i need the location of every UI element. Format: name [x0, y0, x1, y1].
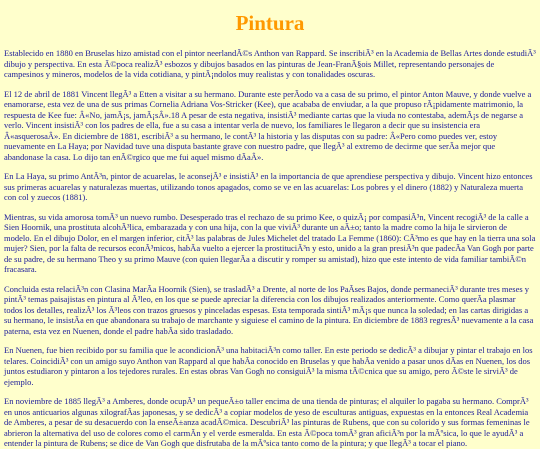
paragraph-sien: Mientras, su vida amorosa tomÃ³ un nuevo rumbo. Desesperado tras el rechazo de su primo Kee, o quizÃ¡ por compasiÃ³n, Vincent recogiÃ³ de la calle a Sien Hoornik, una prostituta alcohÃ³lica, embarazada y con una hija, con la que viviÃ³ durante un aÃ±o; tanto la madre como la hija le sirvieron de modelo. En el dibujo Dolor, en el margen inferior, citÃ³ las palabras de Jules Michelet del tratado La Femme (1860): CÃ³mo es que hay en la tierra una sola mujer? Sien, por la falta de recursos econÃ³micos, habÃa vuelto a ejercer la prostituciÃ³n y esto, unido a la gran presiÃ³n que padecÃa Van Gogh por parte de su padre, de su hermano Theo y su primo Mauve (con quien llegarÃa a discutir y romper su amistad), hizo que este intento de vida familiar tambiÃ©n fracasara.: [4, 211, 536, 274]
paragraph-amberes: En noviembre de 1885 llegÃ³ a Amberes, donde ocupÃ³ un pequeÃ±o taller encima de una tienda de pinturas; el alquiler lo pagaba su hermano. ComprÃ³ en unos anticuarios algunas xilografÃas japonesas, y se dedicÃ³ a copiar modelos de yeso de esculturas antiguas, expuestas en la entonces Real Academia de Amberes, a pesar de su desacuerdo con la enseÃ±anza acadÃ©mica. DescubriÃ³ las pinturas de Rubens, que con su colorido y sus formas femeninas le abrieron la alternativa del uso de colores como el carmÃn y el verde esmeralda. En esta Ã©poca tomÃ³ gran aficiÃ³n por la mÃºsica, lo que le ayudÃ³ a entender la pintura de Rubens; se dice de Van Gogh que disfrutaba de la mÃºsica tanto como de la pintura; y que llegÃ³ a tocar el piano.: [4, 396, 530, 448]
paragraph-etten: El 12 de abril de 1881 Vincent llegÃ³ a Etten a visitar a su hermano. Durante este perÃodo va a casa de su primo, el pintor Anton Mauve, y donde vuelve a enamorarse, esta vez de una de sus primas Cornelia Adriana Vos-Stricker (Kee), que acababa de enviudar, a la que propuso rÃ¡pidamente matrimonio, la respuesta de Kee fue: Â«No, jamÃ¡s, jamÃ¡sÂ».18 A pesar de esta negativa, insistiÃ³ mediante cartas que la viuda no contestaba, ademÃ¡s de negarse a verlo. Vincent insistiÃ³ con los padres de ella, fue a su casa a intentar verla de nuevo, los familiares le llegaron a decir que su insistencia era Â«asquerosaÂ». En diciembre de 1881, escribiÃ³ a su hermano, le contÃ³ la historia y las disputas con su padre: Â«Pero como puedes ver, estoy nuevamente en La Haya; por Navidad tuve una disputa bastante grave con nuestro padre, que llegÃ³ al extremo de decirme que serÃa mejor que abandonase la casa. Lo dijo tan enÃ©rgico que me fui aquel mismo dÃaÂ».: [4, 88, 532, 162]
paragraph-la-haya: En La Haya, su primo AntÃ³n, pintor de acuarelas, le aconsejÃ³ e insistiÃ³ en la importancia de que aprendiese perspectiva y dibujo. Vincent hizo entonces sus primeras acuarelas y naturalezas muertas, utilizando tonos apagados, como se ve en las acuarelas: Los pobres y el dinero (1882) y Naturaleza muerta con col y zuecos (1881).: [4, 171, 533, 202]
page-title: Pintura: [235, 11, 305, 35]
paragraph-brussels: Establecido en 1880 en Bruselas hizo amistad con el pintor neerlandÃ©s Anthon van Rappard. Se inscribiÃ³ en la Academia de Bellas Artes donde estudiÃ³ dibujo y perspectiva. En esta Ã©poca realizÃ³ esbozos y dibujos basados en las pinturas de Jean-FranÃ§ois Millet, representando personajes de campesinos y mineros, modelos de la vida cotidiana, y pintÃ¡ndolos muy realistas y con tonalidades oscuras.: [4, 48, 536, 79]
paragraph-nuenen: En Nuenen, fue bien recibido por su familia que le acondicionÃ³ una habitaciÃ³n como taller. En este periodo se dedicÃ³ a dibujar y pintar el trabajo en los telares. CoincidiÃ³ con un amigo suyo Anthon van Rappard al que habÃa conocido en Bruselas y que habÃa venido a pasar unos dÃas en Nuenen, los dos juntos estudiaron y pintaron a los tejedores rurales. En estas obras Van Gogh no consiguiÃ³ la misma tÃ©cnica que su amigo, pero Ã©ste le sirviÃ³ de ejemplo.: [4, 345, 533, 387]
paragraph-drente: Concluida esta relaciÃ³n con Clasina MarÃa Hoornik (Sien), se trasladÃ³ a Drente, al norte de los PaÃses Bajos, donde permaneciÃ³ durante tres meses y pintÃ³ temas paisajistas en pintura al Ã³leo, en los que se puede apreciar la diferencia con los dibujos realizados anteriormente. Como querÃa plasmar todos los detalles, realizÃ³ los Ã³leos con trazos gruesos y pinceladas espesas. Esta temporada sintiÃ³ mÃ¡s que nunca la soledad; en las cartas dirigidas a su hermano, le insistÃa en que abandonara su trabajo de marchante y siguiese el camino de la pintura. En diciembre de 1883 regresÃ³ nuevamente a la casa paterna, esta vez en Nuenen, donde el padre habÃa sido trasladado.: [4, 283, 534, 336]
